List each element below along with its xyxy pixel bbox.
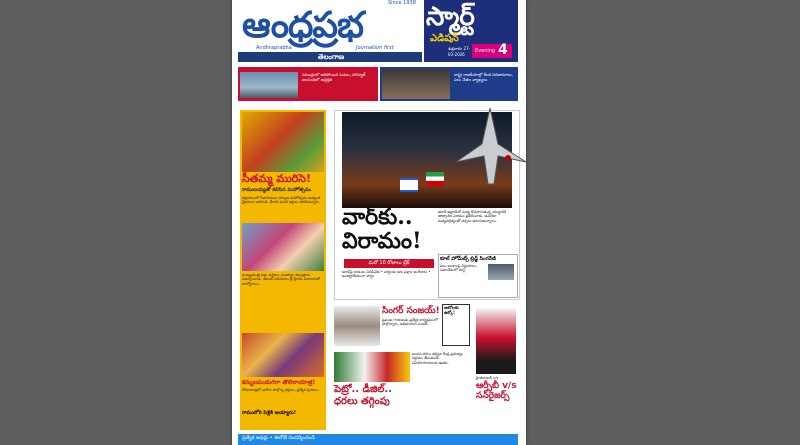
side-story-body: పలు అంశాలపై నిర్ణయాలు, సమావేశంలో చర్చ.: [440, 264, 477, 273]
cricketer-photo: [476, 308, 516, 374]
procession-photo: [242, 333, 324, 377]
viewer-left-margin: [0, 0, 232, 445]
festival-photo: [242, 112, 324, 172]
right-caption: హైదరాబాద్ v/s: [476, 376, 499, 380]
viewer-right-margin: [526, 0, 800, 445]
ad-text: ప్రత్యేక ఆఫర్లు • ఈరోజే సందర్శించండి: [242, 435, 315, 441]
page-count: 4: [498, 42, 508, 58]
region-label: తెలంగాణ: [318, 53, 345, 61]
fuel-pump-photo: [334, 352, 410, 382]
left-footer-headline[interactable]: రాములోరి పెళ్లికి అయ్యారు!: [242, 410, 296, 416]
left-headline-1[interactable]: సీతమ్మ మురిసె!: [242, 172, 312, 185]
since-label: Since 1938: [388, 0, 416, 6]
main-kicker: మరో 10 రోజులు బ్రేక్: [344, 259, 434, 268]
left-subhead-1: రాములయ్యతో కలిసిన మహోత్సవం: [242, 187, 312, 193]
flag-israel: [400, 178, 418, 192]
petrol-headline[interactable]: పెట్రో.. డీజిల్.. ధరలు తగ్గింపు: [334, 384, 392, 407]
singer-headline[interactable]: సింగర్ సంజయ్!: [382, 306, 440, 316]
teaser-right-text: రాష్ట్ర రాజకీయాల్లో కీలక పరిణామాలు, పలు నేతల వ్యాఖ్యలు: [454, 72, 513, 82]
main-bullets: ఇరాన్‌పై దాడులు నిలిపివేత • చర్చలకు ఇరు పక్షాల అంగీకారం • అంతర్జాతీయంగా హర్షం: [342, 270, 431, 279]
small-story-text: ఆటోలకు ఉక్కో!: [444, 306, 459, 317]
tagline: Journalism first: [356, 45, 394, 51]
left-body-2: ముఖ్యమంత్రి పట్టు వస్త్రాలు, ముత్యాల తలంబ్రాలు సమర్పించారు. ఆలయ పరిసరాలు జై శ్రీరామ్ నినాదాలతో మార్మోగాయి.: [242, 273, 320, 286]
teaser-right-image: [382, 69, 450, 99]
teaser-left-text: సముద్రంలో ఆగిపోయిన ఓడలు, హార్మూజ్ జలసంధిలో ఉద్రిక్తత: [302, 72, 366, 82]
main-headline[interactable]: వార్‌కు.. విరామం!: [342, 204, 422, 254]
side-story-photo: [488, 264, 514, 280]
edition-title: స్మార్ట్: [426, 2, 475, 32]
singer-photo: [334, 306, 380, 346]
main-body: ఇరాన్-ఇజ్రాయెల్ మధ్య కొనసాగుతున్న యుద్ధానికి తాత్కాలిక విరామం ప్రకటించారు. అమెరికా మధ్యవర్తిత్వంతో చర్చలు జరుగుతున్నాయి.: [438, 210, 507, 223]
singer-body: ప్రముఖ గాయకుడు ప్రత్యేక కార్యక్రమంలో పాల్గొన్నారు, అభిమానుల సందడి.: [382, 318, 438, 327]
left-headline-2[interactable]: కన్నులపండుగగా తొలిరాయాత్ర!: [242, 379, 316, 386]
flag-iran: [426, 172, 444, 186]
fighter-jet-icon: [452, 104, 526, 190]
evening-badge: Evening: [472, 44, 512, 58]
edition-subtitle: ఎడిషన్: [430, 33, 459, 44]
day-date: శుక్రవారం 27-03-2026: [448, 46, 471, 57]
teaser-left-image: [240, 72, 298, 98]
right-headline[interactable]: ఆర్సీబీ v/s సన్‌రైజర్స్: [476, 381, 517, 401]
left-body-1: భద్రాచలంలో సీతారాముల కల్యాణ మహోత్సవం అత్యంత వైభవంగా జరిగింది. వేలాది మంది భక్తులు తరలివచ్చారు.: [242, 196, 321, 205]
newspaper-page[interactable]: [232, 0, 526, 445]
brand-label: Andhraprabha: [256, 45, 292, 51]
left-body-3: శోభాయాత్రలో భారీగా పాల్గొన్న భక్తులు, ప్రత్యేక పూజలు.: [242, 388, 319, 392]
side-story-title: కూల్ హోమ్‌ట్స్ బ్రిడ్జ్ సింగరేణి: [440, 256, 496, 262]
petrol-body: ఇంధన ధరలు తగ్గిస్తూ కేంద్ర ప్రభుత్వం నిర్ణయం తీసుకుంది. వినియోగదారులకు ఊరట.: [412, 352, 464, 365]
newspaper-logo: ఆంధ్రప్రభ: [242, 4, 363, 46]
crowd-photo: [242, 223, 324, 271]
